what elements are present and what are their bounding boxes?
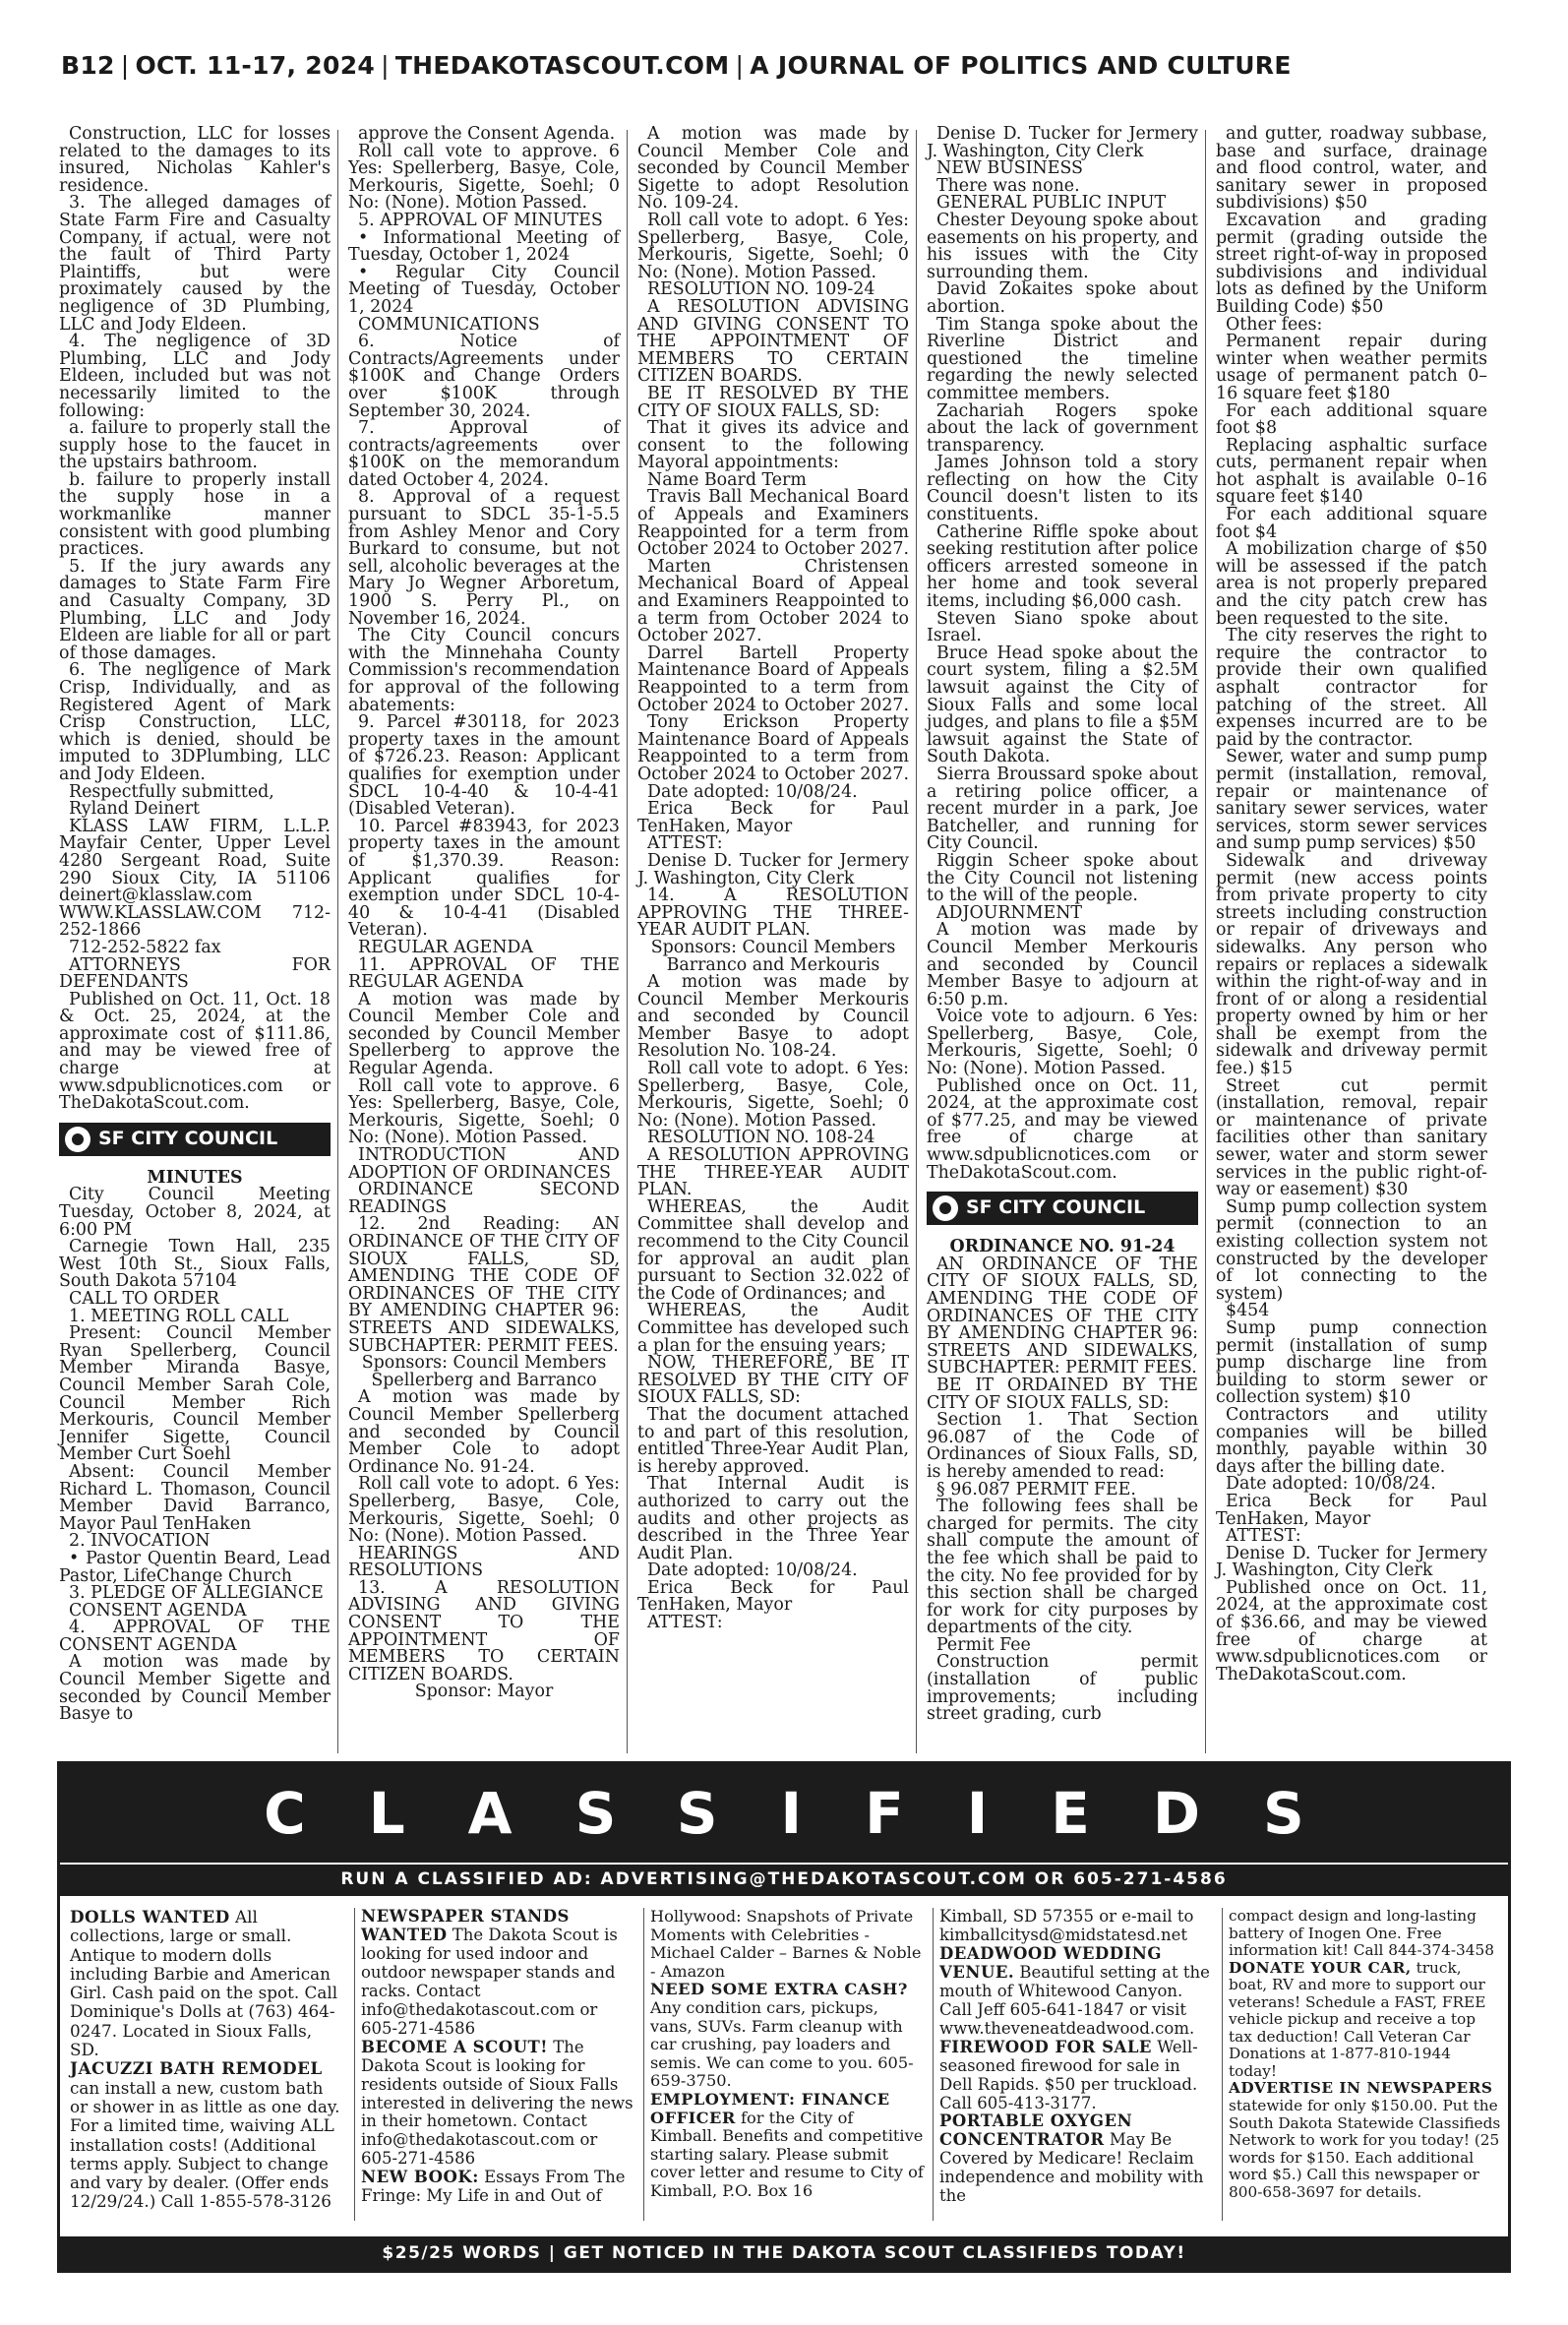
classified-ad-body: All collections, large or small. Antique to modern dolls including Barbie and American Girl. Cash paid on the spot. Call Dominique's Dolls at (763) 464-0247. Located in Sioux Falls, SD.: [70, 1907, 338, 2060]
classified-ad-body: Hollywood: Snapshots of Private Moments with Celebrities - Michael Calder – Barnes & Noble - Amazon: [650, 1907, 922, 1981]
notice-paragraph: That the document attached to and part of this resolution, entitled Three-Year Audit Plan, is hereby approved.: [637, 1404, 909, 1477]
notice-paragraph: 10. Parcel #83943, for 2023 property taxes in the amount of $1,370.39. Reason: Applicant qualifies for exemption under SDCL 10-4-40 & 10-4-41 (Disabled Veteran).: [348, 816, 620, 941]
classified-ad-heading: DONATE YOUR CAR,: [1229, 1958, 1412, 1977]
classifieds-section: [57, 1761, 1511, 2273]
notice-paragraph: That it gives its advice and consent to the following Mayoral appointments:: [637, 418, 909, 473]
notice-paragraph: HEARINGS AND RESOLUTIONS: [348, 1543, 620, 1581]
classified-ad: [939, 2112, 1213, 2206]
notice-paragraph: Contractors and utility companies will be billed monthly, payable within 30 days after the billing date.: [1216, 1404, 1487, 1477]
notice-paragraph: Bruce Head spoke about the court system, filing a $2.5M lawsuit against the City of Sioux Falls and some local judges, and plans to file a $5M lawsuit against the State of South Dakota.: [927, 642, 1198, 767]
notice-paragraph: Roll call vote to approve. 6 Yes: Spellerberg, Basye, Cole, Merkouris, Sigette, Soehl; 0 No: (None). Motion Passed.: [348, 141, 620, 214]
classified-ad: [70, 2059, 343, 2211]
notice-paragraph: Respectfully submitted,: [69, 781, 274, 802]
notice-paragraph: 11. APPROVAL OF THE REGULAR AGENDA: [348, 954, 620, 993]
notice-paragraph: Permanent repair during winter when weather permits usage of permanent patch 0–16 square feet $180: [1216, 332, 1487, 403]
notice-paragraph: Darrel Bartell Property Maintenance Board of Appeals Reappointed to a term from October 2024 to October 2027.: [637, 642, 909, 715]
notice-paragraph: CALL TO ORDER: [69, 1289, 219, 1309]
classified-ad: [939, 1908, 1213, 1945]
notice-paragraph: Section 1. That Section 96.087 of the Code of Ordinances of Sioux Falls, SD, is hereby amended to read:: [927, 1410, 1198, 1482]
notice-paragraph: 8. Approval of a request pursuant to SDCL 35-1-5.5 from Ashley Menor and Cory Burkard to consume, but not sell, alcoholic beverages at the Mary Jo Wegner Arboretum, 1900 S. Perry Pl., on November 16, 2024.: [348, 487, 620, 629]
notice-paragraph: WHEREAS, the Audit Committee shall develop and recommend to the City Council for approval an audit plan pursuant to Section 32.022 of the Code of Ordinances; and: [637, 1196, 909, 1304]
notice-paragraph: Absent: Council Member Richard L. Thomason, Council Member David Barranco, Mayor Paul TenHaken: [59, 1461, 331, 1534]
notice-paragraph: Marten Christensen Mechanical Board of Appeal and Examiners Reappointed to a term from October 2024 to October 2027.: [637, 556, 909, 646]
notice-paragraph: Erica Beck for Paul TenHaken, Mayor: [637, 1577, 909, 1616]
notice-paragraph: 12. 2nd Reading: AN ORDINANCE OF THE CITY OF SIOUX FALLS, SD, AMENDING THE CODE OF ORDINANCES OF THE CITY BY AMENDING CHAPTER 96: STREETS AND SIDEWALKS, SUBCHAPTER: PERMIT FEES.: [348, 1214, 620, 1356]
classified-ad: [939, 1945, 1213, 2039]
notice-paragraph: 1. MEETING ROLL CALL: [69, 1306, 289, 1326]
notice-paragraph: Denise D. Tucker for Jermery J. Washington, City Clerk: [1216, 1543, 1487, 1581]
notice-paragraph: ORDINANCE SECOND READINGS: [348, 1180, 620, 1217]
notice-paragraph: The City Council concurs with the Minnehaha County Commission's recommendation for approval of the following abatements:: [348, 626, 620, 715]
notice-paragraph: 14. A RESOLUTION APPROVING THE THREE-YEAR AUDIT PLAN.: [637, 886, 909, 941]
classified-ads: [70, 1908, 1501, 2223]
classified-ad: [1229, 1908, 1502, 1960]
notice-paragraph: Sponsors: Council Members Spellerberg and Barranco: [361, 1353, 607, 1390]
classified-column-2: [361, 1908, 634, 2206]
classified-ad: [939, 2039, 1213, 2113]
notice-paragraph: The city reserves the right to require the contractor to provide their own qualified asphalt contractor for patching of the street. All expenses incurred are to be paid by the contractor.: [1216, 626, 1487, 750]
section-banner-label: SF CITY COUNCIL: [966, 1196, 1146, 1219]
notice-paragraph: Replacing asphaltic surface cuts, permanent repair when hot asphalt is available 0–16 square feet $140: [1216, 435, 1487, 508]
classified-ad-heading: NEW BOOK:: [361, 2168, 479, 2187]
classified-ad-heading: PORTABLE OXYGEN CONCENTRATOR: [939, 2111, 1133, 2150]
notice-paragraph: 3. The alleged damages of State Farm Fire and Casualty Company, if actual, were not the fault of Third Party Plaintiffs, but were proximately caused by the negligence of 3D Plumbing, LLC and Jody Eldeen.: [59, 193, 331, 335]
notice-paragraph: Steven Siano spoke about Israel.: [927, 608, 1198, 646]
notice-paragraph: 6. Notice of Contracts/Agreements under $100K and Change Orders over $100K through September 30, 2024.: [348, 332, 620, 421]
notice-paragraph: Street cut permit (installation, removal, repair or maintenance of private facilities other than sanitary sewer, water and storm sewer services in the public right-of-way or easement) $30: [1216, 1075, 1487, 1200]
classified-ad-heading: BECOME A SCOUT!: [361, 2037, 548, 2056]
classified-ad-heading: DEADWOOD WEDDING VENUE.: [939, 1943, 1162, 1982]
notice-column-5: [1216, 126, 1487, 1683]
classified-ad-body: The Dakota Scout is looking for residents outside of Sioux Falls interested in delivering the news in their hometown. Contact info@thedakotascout.com or 605-271-4586: [361, 2037, 633, 2169]
notice-paragraph: 13. A RESOLUTION ADVISING AND GIVING CONSENT TO THE APPOINTMENT OF MEMBERS TO CERTAIN CITIZEN BOARDS.: [348, 1577, 620, 1684]
notice-paragraph: 3. PLEDGE OF ALLEGIANCE: [69, 1583, 324, 1604]
notice-paragraph: 9. Parcel #30118, for 2023 property taxes in the amount of $726.23. Reason: Applicant qualifies for exemption under SDCL 10-4-40 & 10-4-41 (Disabled Veteran).: [348, 712, 620, 820]
notice-paragraph: Sidewalk and driveway permit (new access points from private property to city streets including construction or repair of driveways and sidewalks. Any person who repairs or replaces a sidewalk within the right-of-way and in front of or along a residential property owned by him or her shall be exempt from the sidewalk and driveway permit fee.) $15: [1216, 850, 1487, 1079]
classified-ad: [1229, 1960, 1502, 2081]
notice-paragraph: Tony Erickson Property Maintenance Board of Appeals Reappointed to a term from October 2024 to October 2027.: [637, 712, 909, 784]
classified-ad-heading: JACUZZI BATH REMODEL: [70, 2058, 323, 2079]
scout-logo-icon: [65, 1127, 90, 1152]
notice-paragraph: Published on Oct. 11, Oct. 18 & Oct. 25, 2024, at the approximate cost of $111.86, and may be viewed free of charge at www.sdpublicnotices.com or TheDakotaScout.com.: [59, 989, 331, 1114]
notice-paragraph: • Informational Meeting of Tuesday, October 1, 2024: [348, 227, 620, 266]
notice-paragraph: ADJOURNMENT: [936, 902, 1083, 923]
notice-paragraph: City Council Meeting Tuesday, October 8, 2024, at 6:00 PM: [59, 1185, 331, 1240]
classified-ad-body: Kimball, SD 57355 or e-mail to kimballcitysd@midstatesd.net: [939, 1907, 1194, 1944]
notice-paragraph: ATTEST:: [647, 833, 723, 854]
scout-logo-icon: [933, 1195, 958, 1221]
notice-paragraph: § 96.087 PERMIT FEE.: [936, 1479, 1136, 1499]
notice-paragraph: RESOLUTION NO. 108-24: [647, 1128, 875, 1148]
notice-paragraph: Date adopted: 10/08/24.: [647, 781, 858, 802]
classifieds-footer: $25/25 WORDS | GET NOTICED IN THE DAKOTA SCOUT CLASSIFIEDS TODAY!: [60, 2236, 1508, 2270]
notice-paragraph: 6. The negligence of Mark Crisp, Individually, and as Registered Agent of Mark Crisp Construction, LLC, which is denied, should be imputed to 3DPlumbing, LLC and Jody Eldeen.: [59, 660, 331, 784]
classified-ad-body: The Dakota Scout is looking for used indoor and outdoor newspaper stands and racks. Contact info@thedakotascout.com or 605-271-4586: [361, 1925, 618, 2038]
notice-column-2: [348, 126, 620, 1701]
legal-notices: [59, 126, 1509, 1759]
notice-paragraph: ATTEST:: [1226, 1526, 1301, 1547]
notice-paragraph: Voice vote to adjourn. 6 Yes: Spellerberg, Basye, Cole, Merkouris, Sigette, Soehl; 0 No: (None). Motion Passed.: [927, 1007, 1198, 1079]
notice-paragraph: Catherine Riffle spoke about seeking restitution after police officers arrested someone in her home and took several items, including $6,000 cash.: [927, 521, 1198, 612]
notice-paragraph: WHEREAS, the Audit Committee has developed such a plan for the ensuing years;: [637, 1301, 909, 1356]
notice-paragraph: Name Board Term: [647, 469, 807, 490]
notice-paragraph: There was none.: [936, 175, 1080, 196]
section-banner-label: SF CITY COUNCIL: [98, 1128, 278, 1150]
classified-column-3: [650, 1908, 924, 2201]
notice-paragraph: Sponsor: Mayor: [414, 1682, 554, 1702]
classified-ad: [70, 1908, 343, 2059]
notice-paragraph: 7. Approval of contracts/agreements over $100K on the memorandum dated October 4, 2024.: [348, 418, 620, 490]
notice-paragraph: Ryland Deinert: [69, 799, 200, 820]
notice-paragraph: Excavation and grading permit (grading outside the street right-of-way in proposed subdivisions and individual lots as defined by the Uniform Building Code) $50: [1216, 210, 1487, 317]
notice-paragraph: 4. APPROVAL OF THE CONSENT AGENDA: [59, 1618, 331, 1655]
notice-paragraph: MINUTES: [147, 1167, 243, 1188]
classified-ad: [650, 1908, 924, 1981]
notice-paragraph: $454: [1226, 1301, 1270, 1321]
notice-paragraph: A motion was made by Council Member Cole and seconded by Council Member Sigette to adopt Resolution No. 109-24.: [637, 124, 909, 214]
notice-paragraph: BE IT ORDAINED BY THE CITY OF SIOUX FALLS, SD:: [927, 1375, 1198, 1413]
notice-paragraph: That Internal Audit is authorized to carry out the audits and other projects as described in the Three Year Audit Plan.: [637, 1474, 909, 1563]
classified-ad-heading: EMPLOYMENT: FINANCE OFFICER: [650, 2089, 890, 2127]
notice-paragraph: Chester Deyoung spoke about easements on his property, and his issues with the City surrounding them.: [927, 210, 1198, 282]
notice-paragraph: Roll call vote to adopt. 6 Yes: Spellerberg, Basye, Cole, Merkouris, Sigette, Soehl; 0 No: (None). Motion Passed.: [637, 1059, 909, 1131]
notice-paragraph: RESOLUTION NO. 109-24: [647, 279, 875, 300]
notice-paragraph: A motion was made by Council Member Sigette and seconded by Council Member Basye to: [59, 1652, 331, 1725]
classified-ad-heading: FIREWOOD FOR SALE: [939, 2037, 1152, 2056]
notice-paragraph: 4. The negligence of 3D Plumbing, LLC and Jody Eldeen, included but was not necessarily limited to the following:: [59, 332, 331, 421]
classified-ad: [361, 2169, 634, 2206]
classified-column-4: [939, 1908, 1213, 2206]
notice-paragraph: Riggin Scheer spoke about the City Council not listening to the will of the people.: [927, 850, 1198, 906]
notice-paragraph: AN ORDINANCE OF THE CITY OF SIOUX FALLS, SD, AMENDING THE CODE OF ORDINANCES OF THE CITY BY AMENDING CHAPTER 96: STREETS AND SIDEWALKS, SUBCHAPTER: PERMIT FEES.: [927, 1254, 1198, 1378]
classified-ad: [361, 2039, 634, 2170]
notice-paragraph: Travis Ball Mechanical Board of Appeals and Examiners Reappointed for a term from October 2024 to October 2027.: [637, 487, 909, 560]
notice-paragraph: Sump pump connection permit (installation of sump pump discharge line from building to storm sewer or collection system) $10: [1216, 1317, 1487, 1408]
classified-ad-body: truck, boat, RV and more to support our veterans! Schedule a FAST, FREE vehicle pickup and receive a top tax deduction! Call Veteran Car Donations at 1-877-810-1944 today!: [1229, 1958, 1486, 2080]
notice-paragraph: INTRODUCTION AND ADOPTION OF ORDINANCES: [348, 1145, 620, 1183]
notice-paragraph: REGULAR AGENDA: [358, 937, 533, 957]
notice-paragraph: Denise D. Tucker for Jermery J. Washington, City Clerk: [637, 850, 909, 888]
notice-paragraph: Roll call vote to adopt. 6 Yes: Spellerberg, Basye, Cole, Merkouris, Sigette, Soehl; 0 No: (None). Motion Passed.: [348, 1474, 620, 1547]
notice-paragraph: 5. APPROVAL OF MINUTES: [358, 210, 603, 230]
notice-paragraph: Roll call vote to approve. 6 Yes: Spellerberg, Basye, Cole, Merkouris, Sigette, Soehl; 0 No: (None). Motion Passed.: [348, 1075, 620, 1148]
notice-paragraph: Permit Fee: [936, 1634, 1031, 1655]
classified-ad: [1229, 2080, 1502, 2201]
classified-ad-body: May Be Covered by Medicare! Reclaim independence and mobility with the: [939, 2130, 1204, 2206]
classified-ad-body: statewide for only $150.00. Put the South Dakota Statewide Classifieds Network to work for you today! (25 words for $150. Each additional word $5.) Call this newspaper or 800-658-3697 for details.: [1229, 2097, 1501, 2201]
notice-paragraph: ORDINANCE NO. 91-24: [949, 1237, 1176, 1257]
notice-paragraph: NEW BUSINESS: [936, 158, 1083, 179]
notice-paragraph: Date adopted: 10/08/24.: [647, 1560, 858, 1581]
notice-paragraph: approve the Consent Agenda.: [358, 124, 616, 144]
notice-paragraph: A RESOLUTION APPROVING THE THREE-YEAR AUDIT PLAN.: [637, 1145, 909, 1200]
notice-paragraph: A motion was made by Council Member Merkouris and seconded by Council Member Basye to adjourn at 6:50 p.m.: [927, 920, 1198, 1010]
notice-paragraph: Roll call vote to adopt. 6 Yes: Spellerberg, Basye, Cole, Merkouris, Sigette, Soehl; 0 No: (None). Motion Passed.: [637, 210, 909, 282]
classified-ad-body: Well-seasoned firewood for sale in Dell Rapids. $50 per truckload. Call 605-413-3177.: [939, 2037, 1198, 2112]
notice-paragraph: A RESOLUTION ADVISING AND GIVING CONSENT TO THE APPOINTMENT OF MEMBERS TO CERTAIN CITIZEN BOARDS.: [637, 296, 909, 387]
classified-ad-body: can install a new, custom bath or shower in as little as one day. For a limited time, waiving ALL installation costs! (Additional terms apply. Subject to change and vary by dealer. (Offer ends 12/29/24.) Call 1-855-578-3126: [70, 2077, 340, 2212]
notice-paragraph: Sump pump collection system permit (connection to an existing collection system not constructed by the developer of lot connecting to the system): [1216, 1196, 1487, 1304]
notice-paragraph: COMMUNICATIONS: [358, 314, 540, 335]
notice-column-3: [637, 126, 909, 1632]
notice-paragraph: and gutter, roadway subbase, base and surface, drainage and flood control, water, and sanitary sewer in proposed subdivisions) $50: [1216, 124, 1487, 214]
notice-paragraph: A motion was made by Council Member Spellerberg and seconded by Council Member Cole to adopt Ordinance No. 91-24.: [348, 1387, 620, 1477]
classified-ad: [361, 1908, 634, 2039]
classified-ad-heading: DOLLS WANTED: [70, 1907, 230, 1927]
notice-paragraph: Sewer, water and sump pump permit (installation, removal, repair or maintenance of sanitary sewer services, water services, storm sewer services and sump pump services) $50: [1216, 747, 1487, 854]
classified-ad: [650, 1981, 924, 2091]
notice-paragraph: 2. INVOCATION: [69, 1531, 211, 1552]
notice-paragraph: b. failure to properly install the supply hose in a workmanlike manner consistent with good plumbing practices.: [59, 469, 331, 560]
notice-paragraph: Zachariah Rogers spoke about the lack of government transparency.: [927, 400, 1198, 456]
notice-paragraph: Sierra Broussard spoke about a retiring police officer, a recent murder in a park, Joe Batcheller, and running for City Council.: [927, 764, 1198, 854]
notice-paragraph: The following fees shall be charged for permits. The city shall compute the amount of the fee which shall be paid to the city. No fee provided for by this section shall be charged for work for city purposes by departments of the city.: [927, 1497, 1198, 1638]
notice-paragraph: David Zokaites spoke about abortion.: [927, 279, 1198, 317]
notice-paragraph: A motion was made by Council Member Cole and seconded by Council Member Spellerberg to approve the Regular Agenda.: [348, 989, 620, 1079]
notice-column-1: [59, 126, 331, 1724]
classified-ad-heading: NEED SOME EXTRA CASH?: [650, 1980, 908, 1999]
notice-paragraph: BE IT RESOLVED BY THE CITY OF SIOUX FALLS, SD:: [637, 383, 909, 421]
classified-ad-body: compact design and long-lasting battery of Inogen One. Free information kit! Call 844-374-3458: [1229, 1907, 1494, 1960]
notice-paragraph: GENERAL PUBLIC INPUT: [936, 193, 1167, 214]
masthead: B12 | OCT. 11-17, 2024 | THEDAKOTASCOUT.COM | A JOURNAL OF POLITICS AND CULTURE: [61, 51, 1292, 80]
notice-paragraph: Erica Beck for Paul TenHaken, Mayor: [637, 799, 909, 836]
notice-paragraph: For each additional square foot $4: [1216, 505, 1487, 542]
tagline: A JOURNAL OF POLITICS AND CULTURE: [750, 51, 1292, 80]
classified-column-1: [70, 1908, 343, 2212]
section-banner: [927, 1192, 1198, 1225]
notice-paragraph: Other fees:: [1226, 314, 1323, 335]
classified-column-5: [1229, 1908, 1502, 2201]
classified-ad-heading: ADVERTISE IN NEWSPAPERS: [1229, 2079, 1493, 2098]
notice-paragraph: Construction permit (installation of public improvements; including street grading, curb: [927, 1652, 1198, 1725]
notice-paragraph: Sponsors: Council Members Barranco and Merkouris: [650, 937, 896, 975]
notice-column-4: [927, 126, 1198, 1724]
notice-paragraph: Denise D. Tucker for Jermery J. Washington, City Clerk: [927, 124, 1198, 161]
page-number: B12: [61, 51, 115, 80]
notice-paragraph: • Regular City Council Meeting of Tuesday, October 1, 2024: [348, 262, 620, 317]
notice-paragraph: Construction, LLC for losses related to the damages to its insured, Nicholas Kahler's residence.: [59, 124, 331, 196]
notice-paragraph: Published once on Oct. 11, 2024, at the approximate cost of $36.66, and may be viewed free of charge at www.sdpublicnotices.com or TheDakotaScout.com.: [1216, 1577, 1487, 1684]
notice-paragraph: A motion was made by Council Member Merkouris and seconded by Council Member Basye to adopt Resolution No. 108-24.: [637, 972, 909, 1062]
notice-paragraph: ATTORNEYS FOR DEFENDANTS: [59, 954, 331, 993]
classified-ad-heading: NEWSPAPER STANDS WANTED: [361, 1907, 570, 1944]
notice-paragraph: • Pastor Quentin Beard, Lead Pastor, LifeChange Church: [59, 1548, 331, 1586]
notice-paragraph: Published once on Oct. 11, 2024, at the approximate cost of $77.25, and may be viewed free of charge at www.sdpublicnotices.com or TheDakotaScout.com.: [927, 1075, 1198, 1183]
notice-paragraph: Present: Council Member Ryan Spellerberg, Council Member Miranda Basye, Council Member Sarah Cole, Council Member Rich Merkouris, Council Member Jennifer Sigette, Council Member Curt Soehl: [59, 1323, 331, 1465]
site-link[interactable]: THEDAKOTASCOUT.COM: [394, 51, 730, 80]
notice-paragraph: KLASS LAW FIRM, L.L.P. Mayfair Center, Upper Level 4280 Sergeant Road, Suite 290 Sioux City, IA 51106 deinert@klasslaw.com WWW.KLASSLAW.COM 712-252-1866: [59, 816, 331, 941]
classified-ad-body: Beautiful setting at the mouth of Whitewood Canyon. Call Jeff 605-641-1847 or visit www.theveneatdeadwood.com.: [939, 1962, 1210, 2038]
notice-paragraph: 5. If the jury awards any damages to State Farm Fire and Casualty Company, 3D Plumbing, LLC and Jody Eldeen are liable for all or part of those damages.: [59, 556, 331, 663]
notice-paragraph: 712-252-5822 fax: [69, 937, 221, 957]
notice-paragraph: ATTEST:: [647, 1613, 723, 1633]
notice-paragraph: Carnegie Town Hall, 235 West 10th St., Sioux Falls, South Dakota 57104: [59, 1237, 331, 1292]
notice-paragraph: James Johnson told a story reflecting on how the City Council doesn't listen to its constituents.: [927, 453, 1198, 525]
notice-paragraph: NOW, THEREFORE, BE IT RESOLVED BY THE CITY OF SIOUX FALLS, SD:: [637, 1353, 909, 1408]
classified-ad-body: for the City of Kimball. Benefits and competitive starting salary. Please submit cover letter and resume to City of Kimball, P.O. Box 16: [650, 2108, 924, 2200]
issue-date: OCT. 11-17, 2024: [135, 51, 376, 80]
notice-paragraph: For each additional square foot $8: [1216, 400, 1487, 439]
classifieds-subtitle: RUN A CLASSIFIED AD: ADVERTISING@THEDAKOTASCOUT.COM OR 605-271-4586: [60, 1863, 1508, 1896]
section-banner: [59, 1123, 331, 1156]
classified-ad: [650, 2091, 924, 2201]
classifieds-title: CLASSIFIEDS: [60, 1764, 1508, 1863]
classified-ad-body: Essays From The Fringe: My Life in and Out of: [361, 2168, 626, 2206]
classified-ad-body: Any condition cars, pickups, vans, SUVs. Farm cleanup with car crushing, pay loaders and semis. We can come to you. 605-659-3750.: [650, 1997, 914, 2091]
notice-paragraph: Tim Stanga spoke about the Riverline District and questioned the timeline regarding the newly selected committee members.: [927, 314, 1198, 403]
notice-paragraph: CONSENT AGENDA: [69, 1600, 247, 1621]
notice-paragraph: Erica Beck for Paul TenHaken, Mayor: [1216, 1491, 1487, 1529]
notice-paragraph: a. failure to properly stall the supply hose to the faucet in the upstairs bathroom.: [59, 418, 331, 473]
notice-paragraph: Date adopted: 10/08/24.: [1226, 1474, 1436, 1495]
notice-paragraph: A mobilization charge of $50 will be assessed if the patch area is not properly prepared and the city patch crew has been requested to the site.: [1216, 539, 1487, 629]
